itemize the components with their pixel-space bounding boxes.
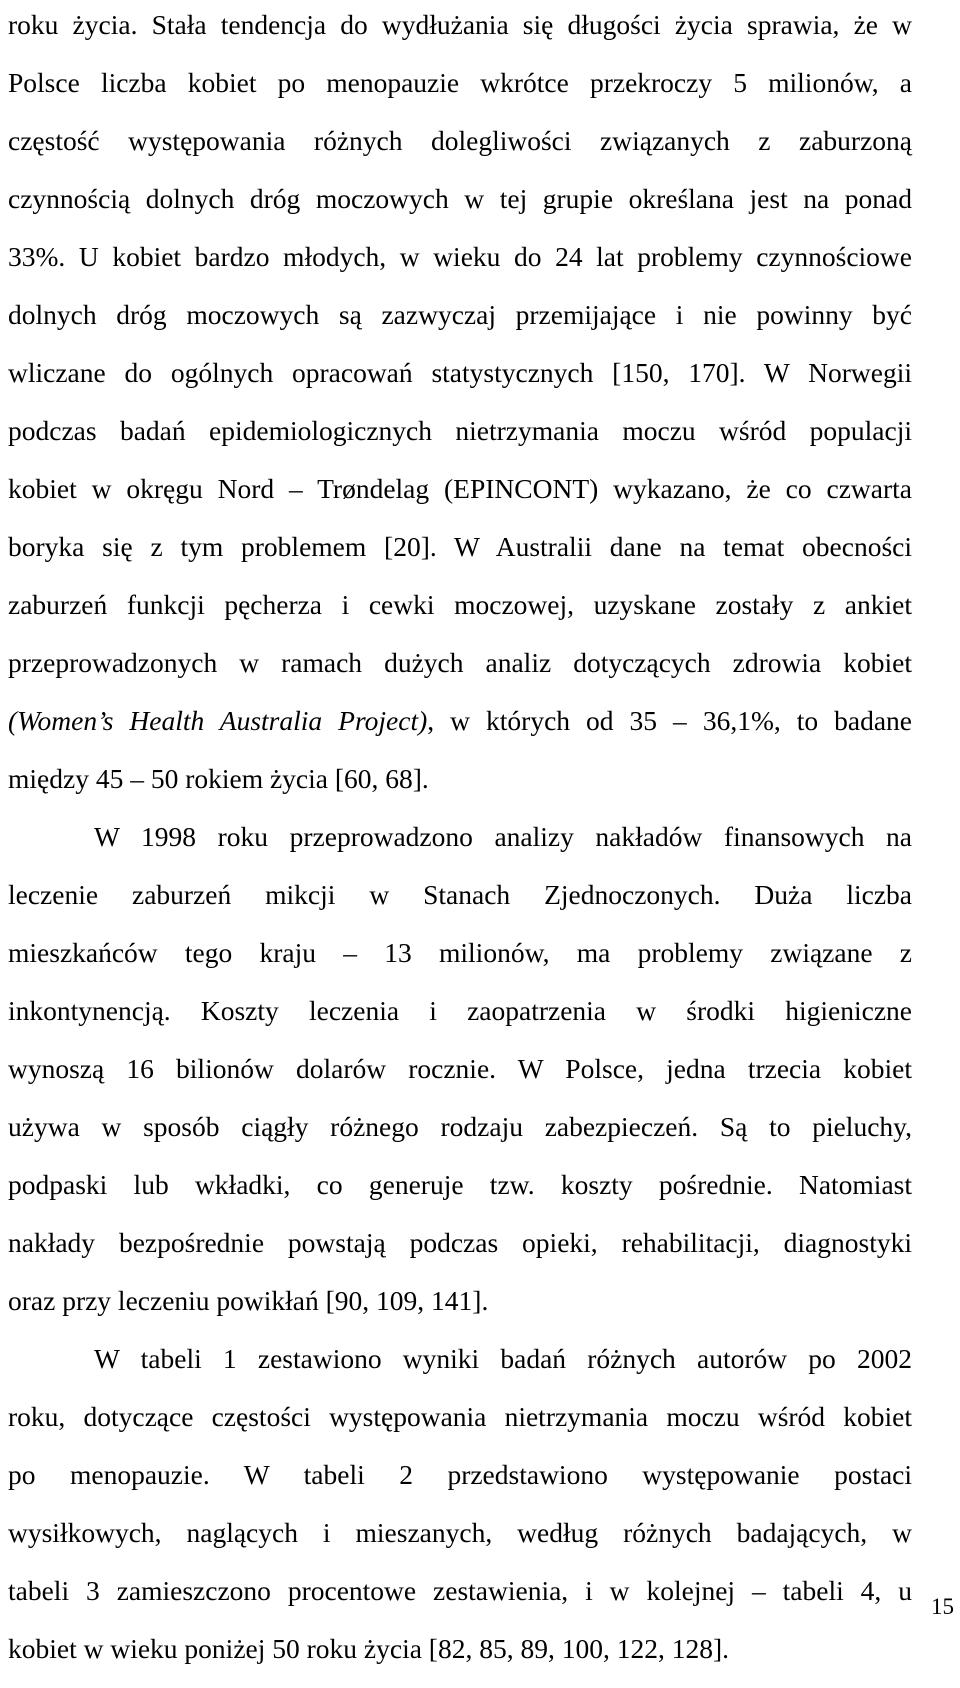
text-line: częstość występowania różnych dolegliwości związanych z zaburzoną: [8, 125, 912, 156]
paragraph-costs: [8, 818, 912, 1340]
text-line: nakłady bezpośrednie powstają podczas opieki, rehabilitacji, diagnostyki: [8, 1227, 912, 1258]
text-line: wysiłkowych, naglących i mieszanych, według różnych badających, w: [8, 1517, 912, 1548]
text-line: przeprowadzonych w ramach dużych analiz dotyczących zdrowia kobiet: [8, 647, 912, 678]
page-number: 15: [931, 1594, 954, 1619]
text-line: kobiet w okręgu Nord – Trøndelag (EPINCONT) wykazano, że co czwarta: [8, 473, 912, 504]
project-title: (Women’s Health Australia Project): [8, 705, 428, 736]
text-line: oraz przy leczeniu powikłań [90, 109, 141].: [8, 1285, 489, 1316]
text-line: boryka się z tym problemem [20]. W Australii dane na temat obecności: [8, 531, 912, 562]
text-line: tabeli 3 zamieszczono procentowe zestawienia, i w kolejnej – tabeli 4, u: [8, 1575, 912, 1606]
text-line: 33%. U kobiet bardzo młodych, w wieku do 24 lat problemy czynnościowe: [8, 241, 912, 272]
text-line: mieszkańców tego kraju – 13 milionów, ma problemy związane z: [8, 937, 912, 968]
text-line: roku, dotyczące częstości występowania nietrzymania moczu wśród kobiet: [8, 1401, 912, 1432]
text-line: leczenie zaburzeń mikcji w Stanach Zjednoczonych. Duża liczba: [8, 879, 912, 910]
text-line: kobiet w wieku poniżej 50 roku życia [82, 85, 89, 100, 122, 128].: [8, 1633, 729, 1664]
text-line: Polsce liczba kobiet po menopauzie wkrótce przekroczy 5 milionów, a: [8, 67, 912, 98]
text-line: wliczane do ogólnych opracowań statystycznych [150, 170]. W Norwegii: [8, 357, 912, 388]
text-line: W 1998 roku przeprowadzono analizy nakładów finansowych na: [94, 821, 912, 852]
text-line: czynnością dolnych dróg moczowych w tej grupie określana jest na ponad: [8, 183, 912, 214]
text-line: po menopauzie. W tabeli 2 przedstawiono występowanie postaci: [8, 1459, 912, 1490]
text-line: między 45 – 50 rokiem życia [60, 68].: [8, 763, 429, 794]
text-line: wynoszą 16 bilionów dolarów rocznie. W Polsce, jedna trzecia kobiet: [8, 1053, 912, 1084]
page-body: [8, 6, 912, 1688]
paragraph-menopause-statistics: [8, 6, 912, 818]
text-line: dolnych dróg moczowych są zazwyczaj przemijające i nie powinny być: [8, 299, 912, 330]
text-line: roku życia. Stała tendencja do wydłużania się długości życia sprawia, że w: [8, 9, 912, 40]
text-line: podczas badań epidemiologicznych nietrzymania moczu wśród populacji: [8, 415, 912, 446]
text-line: podpaski lub wkładki, co generuje tzw. koszty pośrednie. Natomiast: [8, 1169, 912, 1200]
text-line: inkontynencją. Koszty leczenia i zaopatrzenia w środki higieniczne: [8, 995, 912, 1026]
paragraph-tables: [8, 1340, 912, 1688]
text-line: W tabeli 1 zestawiono wyniki badań różnych autorów po 2002: [94, 1343, 912, 1374]
text-line: (Women’s Health Australia Project), w których od 35 – 36,1%, to badane: [8, 705, 912, 736]
text-line: zaburzeń funkcji pęcherza i cewki moczowej, uzyskane zostały z ankiet: [8, 589, 912, 620]
text-line: używa w sposób ciągły różnego rodzaju zabezpieczeń. Są to pieluchy,: [8, 1111, 912, 1142]
